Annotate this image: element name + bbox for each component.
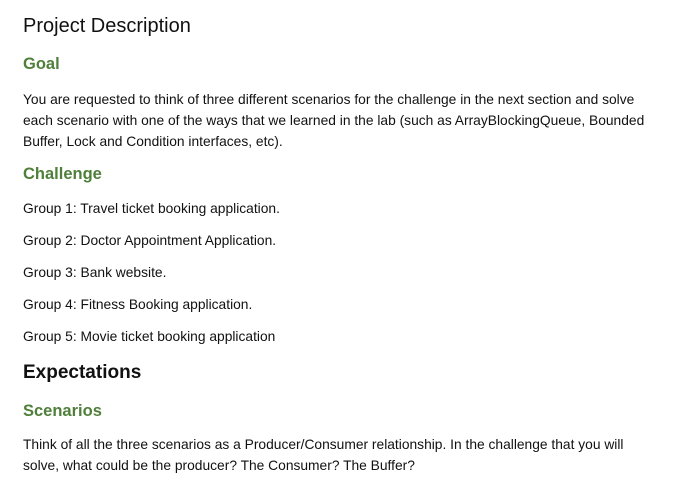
challenge-group-5: Group 5: Movie ticket booking application [23,329,276,344]
goal-heading: Goal [23,55,60,73]
challenge-group-1: Group 1: Travel ticket booking application. [23,201,280,216]
expectations-heading: Expectations [23,362,142,383]
challenge-group-3: Group 3: Bank website. [23,265,167,280]
goal-paragraph: You are requested to think of three different scenarios for the challenge in the next section and solve each scenario with one of the ways that we learned in the lab (such as ArrayBlockingQueue, Bounded Buffer, Lock and Condition interfaces, etc). [23,92,645,149]
challenge-heading: Challenge [23,165,102,183]
challenge-group-4: Group 4: Fitness Booking application. [23,297,253,312]
page-title: Project Description [23,15,191,37]
challenge-group-2: Group 2: Doctor Appointment Application. [23,233,277,248]
scenarios-paragraph: Think of all the three scenarios as a Producer/Consumer relationship. In the challenge that you will solve, what could be the producer? The Consumer? The Buffer? [23,437,624,473]
scenarios-heading: Scenarios [23,402,102,420]
